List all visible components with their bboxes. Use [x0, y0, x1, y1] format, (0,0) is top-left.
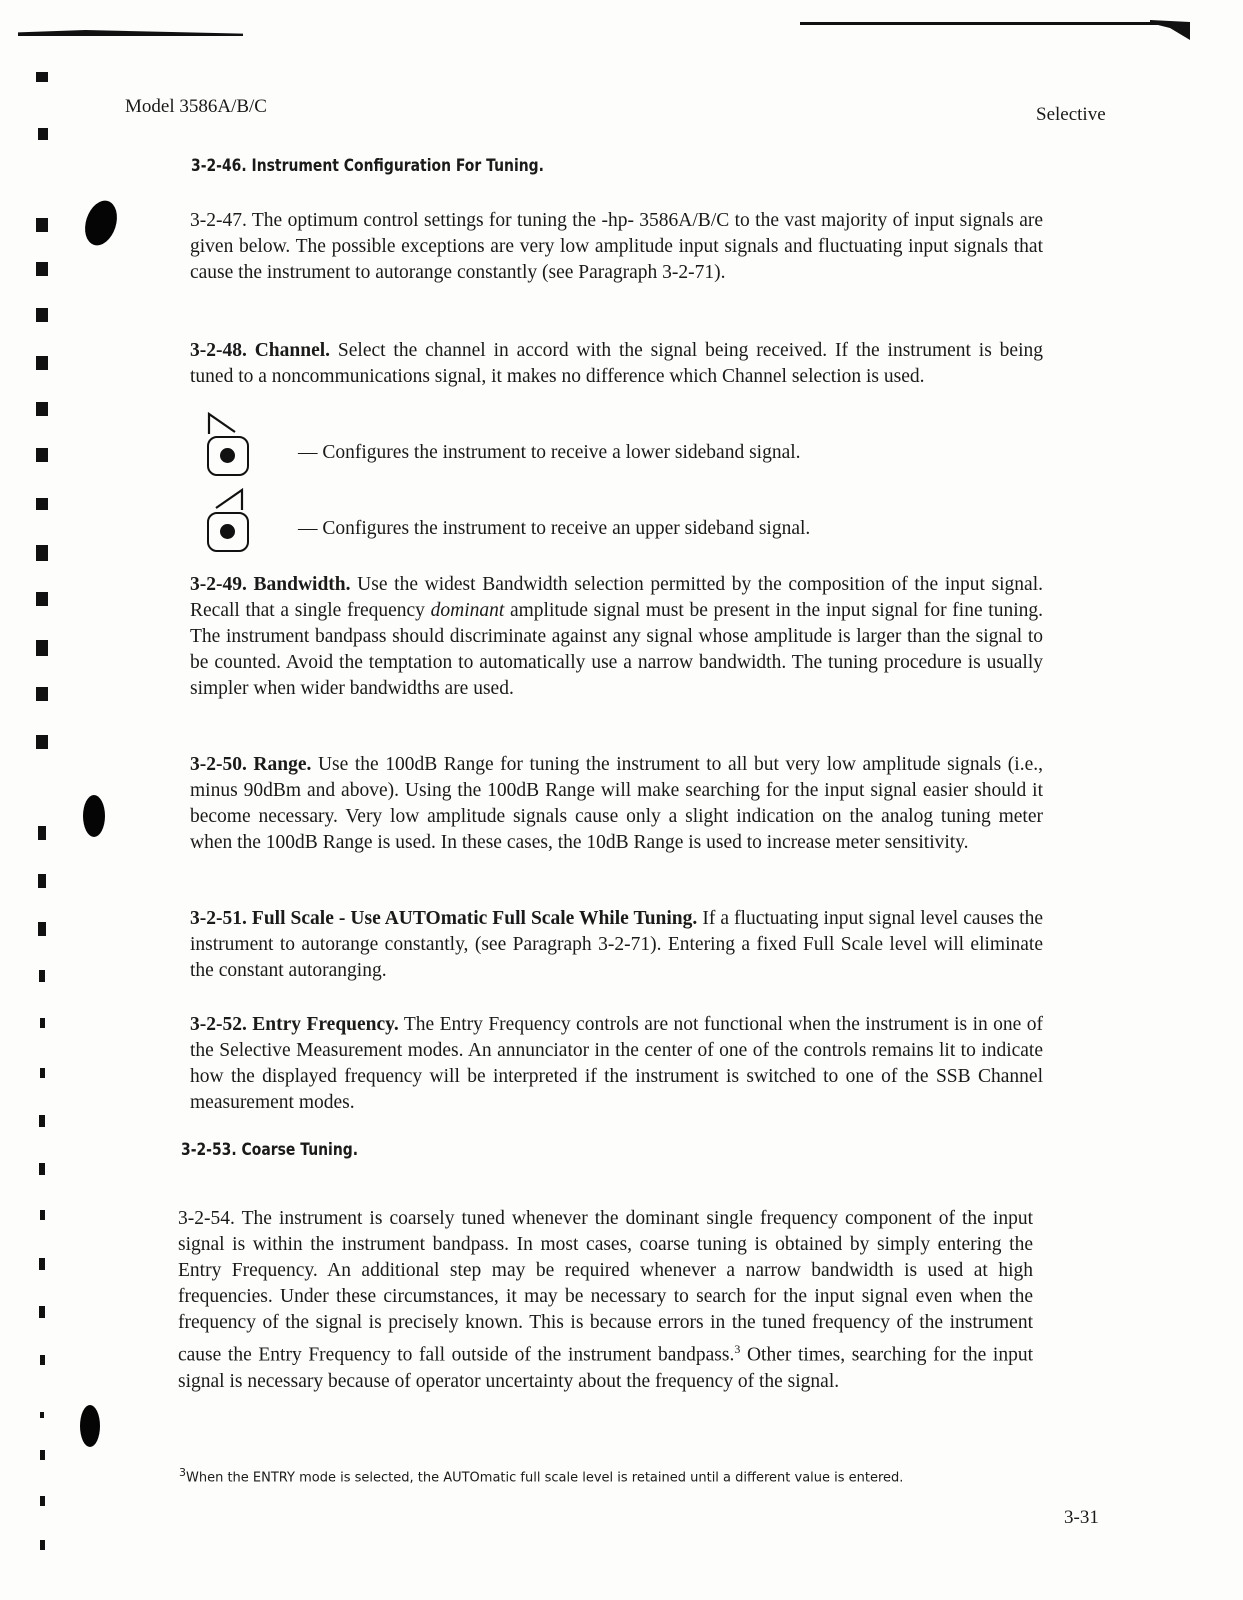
- paragraph-3-2-49-emphasis: dominant: [430, 600, 505, 621]
- paragraph-3-2-54: [178, 1206, 1033, 1395]
- section-heading-3-2-46: 3-2-46. Instrument Configuration For Tuning.: [191, 156, 544, 176]
- paragraph-3-2-47: 3-2-47. The optimum control settings for tuning the -hp- 3586A/B/C to the vast majority of input signals are given below. The possible exceptions are very low amplitude input signals and fluctuating input signals that cause the instrument to autorange constantly (see Paragraph 3-2-71).: [190, 210, 1043, 283]
- header-section: Selective: [1036, 104, 1106, 125]
- key-dot-icon: [220, 448, 235, 463]
- key-dot-icon: [220, 524, 235, 539]
- paragraph-3-2-51: [190, 906, 1043, 984]
- paragraph-3-2-51-heading: 3-2-51. Full Scale - Use AUTOmatic Full Scale While Tuning.: [190, 908, 698, 929]
- paragraph-3-2-50-body: Use the 100dB Range for tuning the instrument to all but very low amplitude signals (i.e., minus 90dBm and above). Using the 100dB Range will make searching for the input signal easier should it become necessary. Very low amplitude signals cause only a slight indication on the analog tuning meter when the 100dB Range is used. In these cases, the 10dB Range is used to increase meter sensitivity.: [190, 754, 1043, 853]
- top-rule-right: [800, 22, 1190, 25]
- paragraph-3-2-52-heading: 3-2-52. Entry Frequency.: [190, 1014, 399, 1035]
- lower-sideband-icon: [205, 410, 245, 436]
- lower-sideband-description: — Configures the instrument to receive a lower sideband signal.: [298, 442, 801, 463]
- binding-hole-middle: [83, 795, 105, 837]
- paragraph-3-2-49-body-a: Use the widest Bandwidth selection permitted by the composition of the input signal. Recall that a single frequency: [190, 574, 1044, 621]
- paragraph-3-2-48: [190, 338, 1043, 390]
- upper-sideband-icon: [212, 486, 252, 512]
- paragraph-3-2-54-body-a: 3-2-54. The instrument is coarsely tuned whenever the dominant single frequency component of the input signal is within the instrument bandpass. In most cases, coarse tuning is obtained by simply entering the Entry Frequency. An additional step may be required whenever a narrow bandwidth is used at high frequencies. Under these circumstances, it may be necessary to search for the input signal even when the frequency of the signal is precisely known. This is because errors in the tuned frequency of the instrument cause the Entry Frequency to fall outside of the instrument bandpass.: [178, 1208, 1033, 1366]
- footnote-text: When the ENTRY mode is selected, the AUTOmatic full scale level is retained until a different value is entered.: [186, 1470, 904, 1486]
- paragraph-3-2-49-body-b: amplitude signal must be present in the input signal for fine tuning. The instrument bandpass should discriminate against any signal whose amplitude is larger than the signal to be counted. Avoid the temptation to automatically use a narrow bandwidth. The tuning procedure is usually simpler when wider bandwidths are used.: [190, 600, 1043, 699]
- paragraph-3-2-52: [190, 1012, 1043, 1116]
- page-number: 3-31: [1064, 1507, 1099, 1528]
- footnote: [179, 1466, 903, 1485]
- footnote-reference: 3: [734, 1342, 741, 1356]
- paragraph-3-2-48-body: Select the channel in accord with the signal being received. If the instrument is being tuned to a noncommunications signal, it makes no difference which Channel selection is used.: [190, 340, 1043, 387]
- paragraph-3-2-50: [190, 752, 1043, 856]
- upper-sideband-key: [207, 512, 249, 552]
- paragraph-3-2-49-heading: 3-2-49. Bandwidth.: [190, 574, 351, 595]
- top-rule-right-end: [1150, 20, 1190, 40]
- paragraph-3-2-50-heading: 3-2-50. Range.: [190, 754, 312, 775]
- paragraph-3-2-54-body-b: Other times, searching for the input signal is necessary because of operator uncertainty about the frequency of the signal.: [178, 1344, 1033, 1392]
- lower-sideband-key: [207, 436, 249, 476]
- header-model: Model 3586A/B/C: [125, 96, 267, 117]
- upper-sideband-description: — Configures the instrument to receive an upper sideband signal.: [298, 518, 811, 539]
- section-heading-3-2-53: 3-2-53. Coarse Tuning.: [181, 1140, 359, 1160]
- binding-hole-top: [80, 196, 123, 249]
- paragraph-3-2-52-body: The Entry Frequency controls are not functional when the instrument is in one of the Selective Measurement modes. An annunciator in the center of one of the controls remains lit to indicate how the displayed frequency will be interpreted if the instrument is switched to one of the SSB Channel measurement modes.: [190, 1014, 1043, 1113]
- footnote-marker: 3: [179, 1466, 186, 1479]
- paragraph-3-2-51-body: If a fluctuating input signal level causes the instrument to autorange constantly, (see Paragraph 3-2-71). Entering a fixed Full Scale level will eliminate the constant autoranging.: [190, 908, 1043, 981]
- top-rule-left: [18, 30, 243, 36]
- paragraph-3-2-49: [190, 572, 1043, 702]
- binding-hole-bottom: [80, 1405, 100, 1447]
- paragraph-3-2-48-heading: 3-2-48. Channel.: [190, 340, 331, 361]
